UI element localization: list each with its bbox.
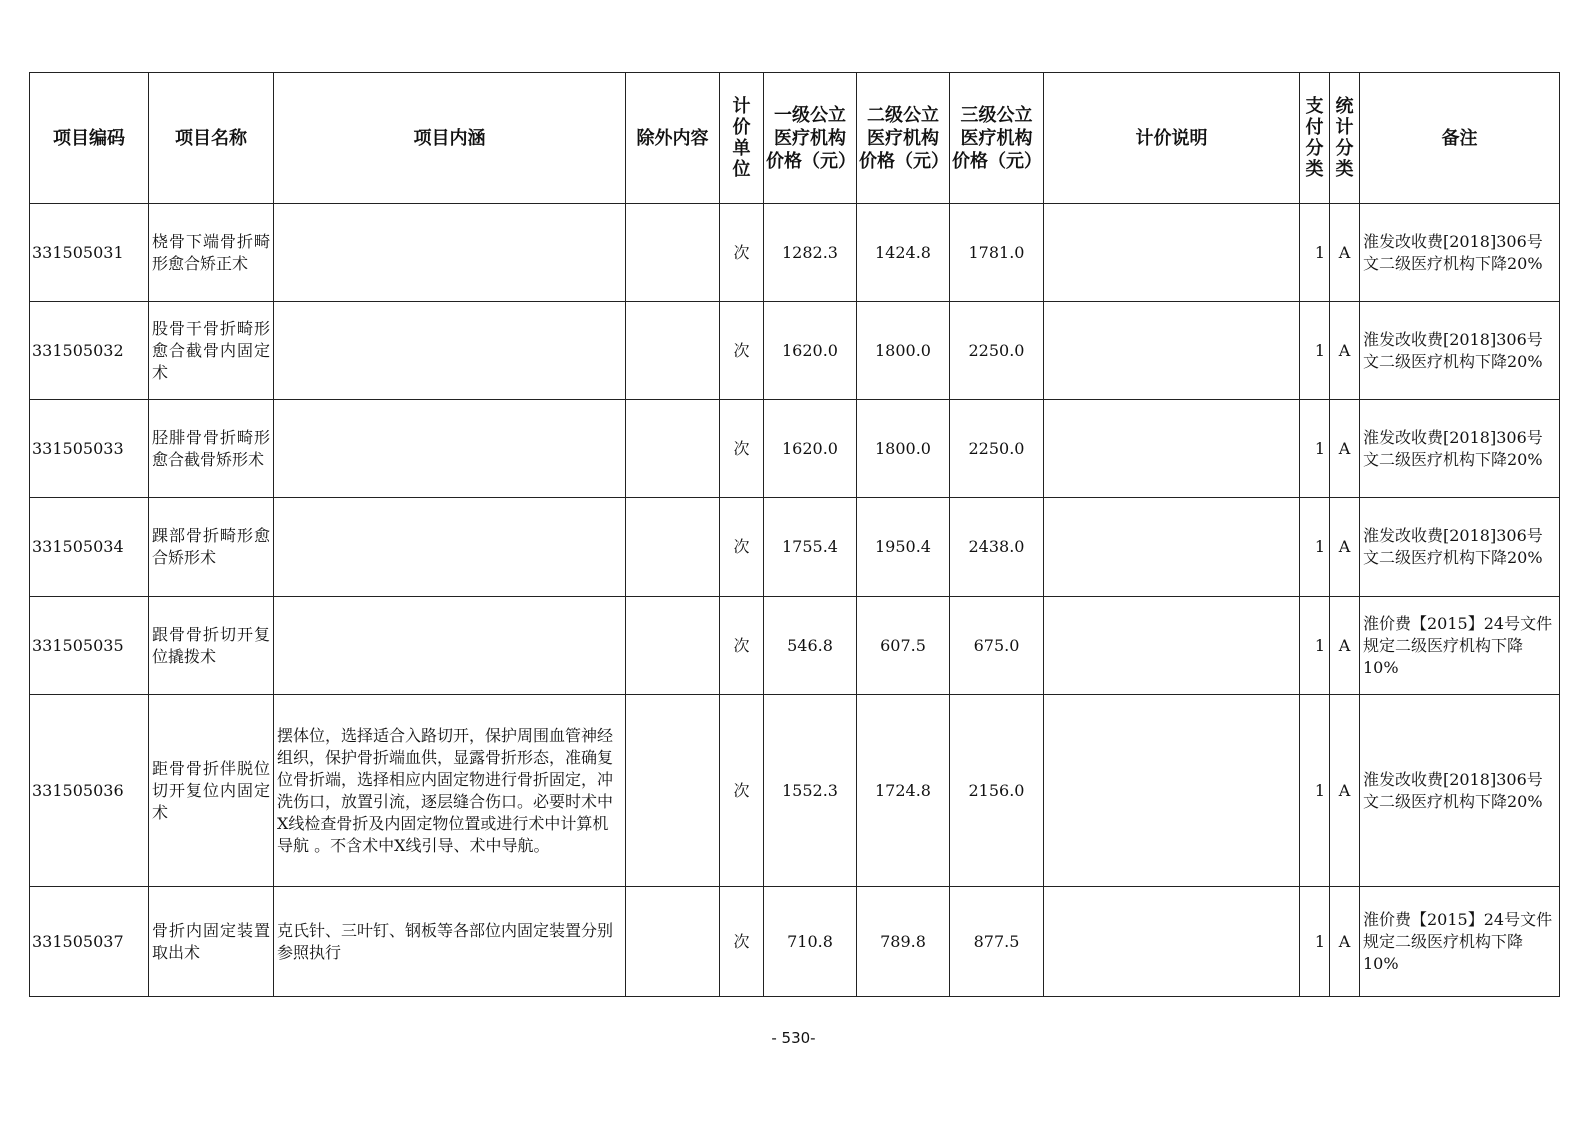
cell-payment: 1 [1300, 887, 1330, 997]
cell-level1: 546.8 [764, 597, 857, 695]
cell-exclusion [626, 400, 720, 498]
cell-payment: 1 [1300, 498, 1330, 597]
cell-unit: 次 [720, 400, 764, 498]
cell-content: 摆体位，选择适合入路切开，保护周围血管神经组织，保护骨折端血供，显露骨折形态，准确复位骨折端，选择相应内固定物进行骨折固定，冲洗伤口，放置引流，逐层缝合伤口。必要时术中X线检查骨折及内固定物位置或进行术中计算机导航 。不含术中X线引导、术中导航。 [274, 695, 626, 887]
cell-content [274, 597, 626, 695]
cell-level3: 2250.0 [950, 400, 1044, 498]
cell-level1: 1620.0 [764, 400, 857, 498]
table-row [30, 302, 1560, 400]
cell-level2: 1800.0 [857, 302, 950, 400]
cell-code: 331505031 [30, 204, 149, 302]
header-payment-text: 支付分类 [1305, 96, 1324, 180]
cell-level2: 1724.8 [857, 695, 950, 887]
header-remark: 备注 [1360, 73, 1560, 204]
cell-remark: 淮价费【2015】24号文件规定二级医疗机构下降10% [1360, 887, 1560, 997]
header-unit [720, 73, 764, 204]
cell-pricing-note [1044, 302, 1300, 400]
cell-code: 331505037 [30, 887, 149, 997]
cell-payment: 1 [1300, 400, 1330, 498]
cell-level1: 1755.4 [764, 498, 857, 597]
cell-level3: 2438.0 [950, 498, 1044, 597]
cell-level2: 1950.4 [857, 498, 950, 597]
cell-content: 克氏针、三叶钉、钢板等各部位内固定装置分别参照执行 [274, 887, 626, 997]
cell-level2: 789.8 [857, 887, 950, 997]
cell-code: 331505032 [30, 302, 149, 400]
cell-remark: 淮发改收费[2018]306号文二级医疗机构下降20% [1360, 695, 1560, 887]
cell-unit: 次 [720, 302, 764, 400]
cell-level2: 607.5 [857, 597, 950, 695]
cell-content [274, 302, 626, 400]
cell-remark: 淮发改收费[2018]306号文二级医疗机构下降20% [1360, 302, 1560, 400]
cell-code: 331505035 [30, 597, 149, 695]
table-row [30, 597, 1560, 695]
cell-statistics: A [1330, 400, 1360, 498]
cell-name: 踝部骨折畸形愈合矫形术 [149, 498, 274, 597]
cell-level3: 877.5 [950, 887, 1044, 997]
table-row [30, 498, 1560, 597]
cell-exclusion [626, 204, 720, 302]
cell-remark: 淮发改收费[2018]306号文二级医疗机构下降20% [1360, 204, 1560, 302]
cell-payment: 1 [1300, 204, 1330, 302]
cell-pricing-note [1044, 597, 1300, 695]
cell-statistics: A [1330, 887, 1360, 997]
header-statistics [1330, 73, 1360, 204]
cell-remark: 淮价费【2015】24号文件规定二级医疗机构下降10% [1360, 597, 1560, 695]
cell-level3: 675.0 [950, 597, 1044, 695]
header-name: 项目名称 [149, 73, 274, 204]
cell-statistics: A [1330, 695, 1360, 887]
table-row [30, 400, 1560, 498]
cell-level3: 1781.0 [950, 204, 1044, 302]
cell-code: 331505034 [30, 498, 149, 597]
cell-level1: 710.8 [764, 887, 857, 997]
header-code: 项目编码 [30, 73, 149, 204]
cell-name: 胫腓骨骨折畸形愈合截骨矫形术 [149, 400, 274, 498]
header-level3: 三级公立医疗机构价格（元） [950, 73, 1044, 204]
cell-statistics: A [1330, 302, 1360, 400]
cell-level2: 1424.8 [857, 204, 950, 302]
price-table [29, 72, 1560, 997]
cell-pricing-note [1044, 887, 1300, 997]
cell-pricing-note [1044, 695, 1300, 887]
header-row [30, 73, 1560, 204]
table-row [30, 887, 1560, 997]
cell-code: 331505036 [30, 695, 149, 887]
cell-pricing-note [1044, 498, 1300, 597]
cell-level1: 1282.3 [764, 204, 857, 302]
cell-unit: 次 [720, 887, 764, 997]
cell-unit: 次 [720, 204, 764, 302]
cell-statistics: A [1330, 597, 1360, 695]
cell-name: 骨折内固定装置取出术 [149, 887, 274, 997]
table-row [30, 204, 1560, 302]
cell-content [274, 498, 626, 597]
header-level1: 一级公立医疗机构价格（元） [764, 73, 857, 204]
cell-exclusion [626, 597, 720, 695]
cell-level3: 2250.0 [950, 302, 1044, 400]
cell-exclusion [626, 302, 720, 400]
header-exclusion: 除外内容 [626, 73, 720, 204]
cell-level1: 1552.3 [764, 695, 857, 887]
cell-statistics: A [1330, 204, 1360, 302]
cell-code: 331505033 [30, 400, 149, 498]
header-pricing-note: 计价说明 [1044, 73, 1300, 204]
cell-unit: 次 [720, 695, 764, 887]
cell-content [274, 400, 626, 498]
cell-level3: 2156.0 [950, 695, 1044, 887]
header-statistics-text: 统计分类 [1335, 96, 1354, 180]
cell-level1: 1620.0 [764, 302, 857, 400]
cell-content [274, 204, 626, 302]
cell-remark: 淮发改收费[2018]306号文二级医疗机构下降20% [1360, 400, 1560, 498]
cell-name: 跟骨骨折切开复位撬拨术 [149, 597, 274, 695]
cell-payment: 1 [1300, 302, 1330, 400]
header-content: 项目内涵 [274, 73, 626, 204]
cell-exclusion [626, 695, 720, 887]
cell-remark: 淮发改收费[2018]306号文二级医疗机构下降20% [1360, 498, 1560, 597]
header-payment [1300, 73, 1330, 204]
cell-pricing-note [1044, 400, 1300, 498]
cell-payment: 1 [1300, 695, 1330, 887]
cell-level2: 1800.0 [857, 400, 950, 498]
header-level2: 二级公立医疗机构价格（元） [857, 73, 950, 204]
cell-unit: 次 [720, 597, 764, 695]
cell-payment: 1 [1300, 597, 1330, 695]
cell-name: 距骨骨折伴脱位切开复位内固定术 [149, 695, 274, 887]
cell-name: 股骨干骨折畸形愈合截骨内固定术 [149, 302, 274, 400]
cell-pricing-note [1044, 204, 1300, 302]
cell-exclusion [626, 887, 720, 997]
header-unit-text: 计价单位 [732, 96, 751, 180]
cell-exclusion [626, 498, 720, 597]
cell-name: 桡骨下端骨折畸形愈合矫正术 [149, 204, 274, 302]
table-row [30, 695, 1560, 887]
cell-unit: 次 [720, 498, 764, 597]
page-number: - 530- [771, 1029, 816, 1047]
cell-statistics: A [1330, 498, 1360, 597]
